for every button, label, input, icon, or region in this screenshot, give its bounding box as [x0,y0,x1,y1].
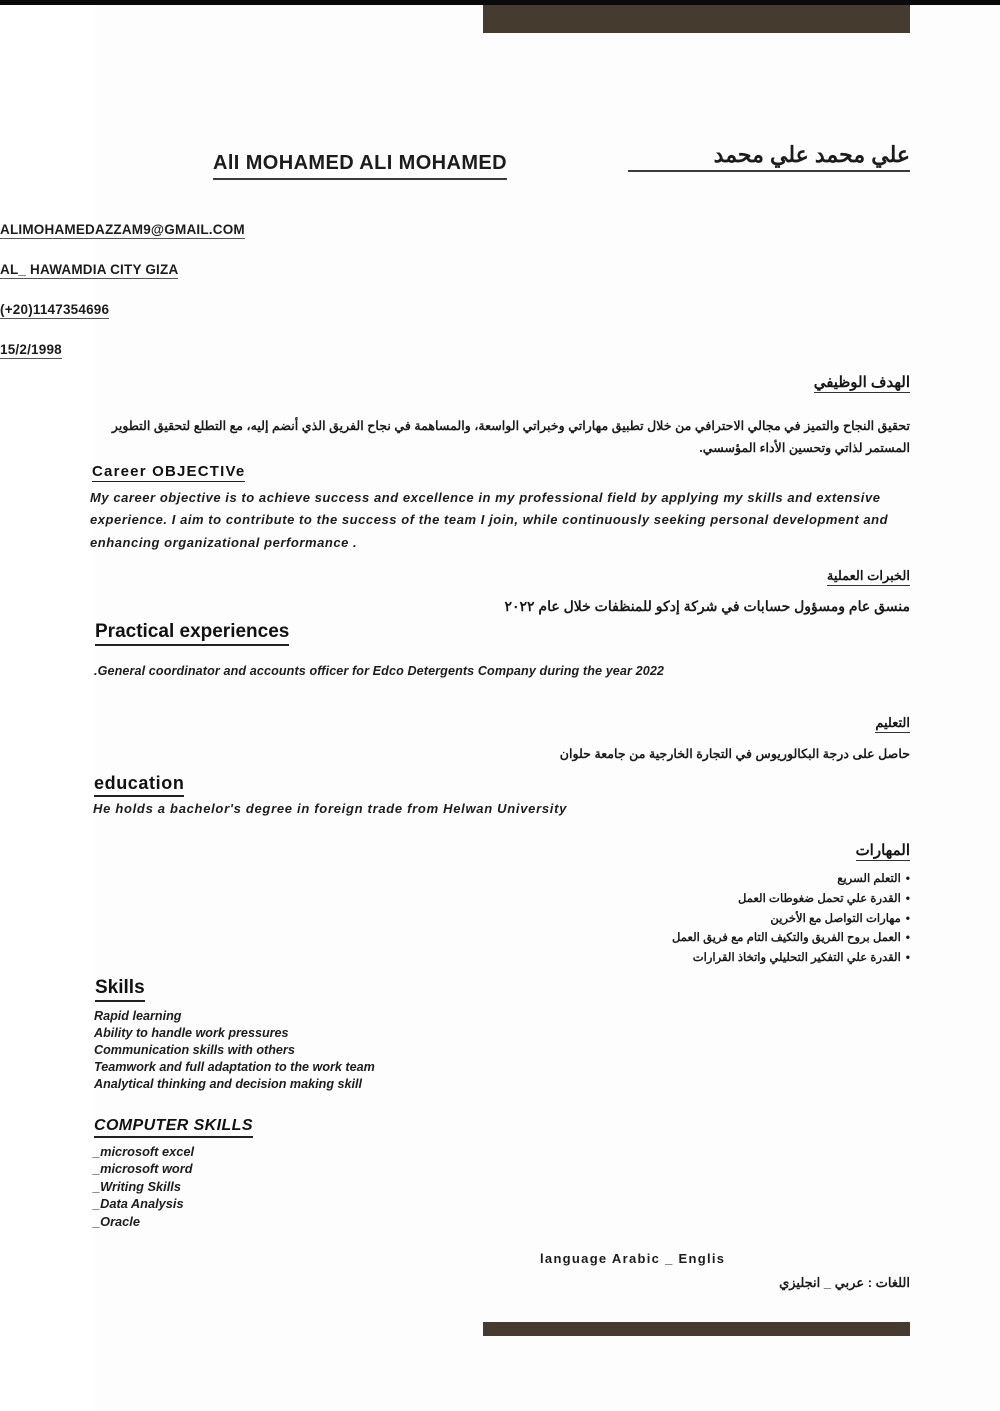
education-heading-english-wrap [94,773,184,797]
list-item: Communication skills with others [94,1042,295,1057]
contact-block-email [0,221,245,239]
objective-heading-english-wrap [92,463,245,482]
computer-skills-list [93,1143,194,1230]
top-accent-bar [483,5,910,33]
list-item: _Oracle [93,1213,140,1229]
list-item: Ability to handle work pressures [94,1025,289,1040]
skills-heading-arabic: المهارات [855,842,910,859]
experience-heading-english-wrap [95,621,289,646]
list-item: Teamwork and full adaptation to the work team [94,1059,375,1074]
date-of-birth-text: 15/2/1998 [0,342,62,357]
list-item: _Writing Skills [93,1178,181,1194]
list-item: • مهارات التواصل مع الأخرين [480,909,910,929]
skills-list-english [94,1008,375,1092]
list-item: • القدرة علي تحمل ضغوطات العمل [480,889,910,909]
objective-heading-arabic: الهدف الوظيفي [813,374,910,391]
objective-heading-arabic-wrap [0,373,910,393]
objective-text-arabic: تحقيق النجاح والتميز في مجالي الاحترافي من خلال تطبيق مهاراتي وخبراتي الواسعة، والمساهمة في نجاح الفريق الذي أنضم إليه، مع التطلع لتحقيق التطوير المستمر لذاتي وتحسين الأداء المؤسسي. [111,419,910,456]
skills-heading-english-wrap [95,977,145,1002]
contact-block-dob [0,341,62,359]
contact-block-address [0,261,178,279]
computer-skills-heading-wrap [94,1117,253,1138]
education-heading-english: education [94,773,184,797]
languages-line-english: language Arabic _ Englis [540,1251,726,1266]
list-item: _microsoft excel [93,1144,195,1159]
list-item: • القدرة علي التفكير التحليلي واتخاذ القرارات [480,948,910,968]
contact-block-phone [0,301,109,319]
bottom-accent-bar [483,1322,910,1336]
address-text: AL_ HAWAMDIA CITY GIZA [0,262,179,277]
experience-heading-arabic-wrap [827,567,910,586]
list-item: • التعلم السريع [480,869,910,889]
experience-heading-arabic: الخبرات العملية [827,568,910,586]
page-content-area [95,0,1000,1411]
list-item: • العمل بروح الفريق والتكيف التام مع فريق العمل [480,928,910,948]
objective-heading-english: Career OBJECTIVe [92,463,246,480]
candidate-name-arabic: علي محمد علي محمد [628,142,910,172]
candidate-name-english: AlI MOHAMED ALI MOHAMED [213,152,507,180]
skills-heading-english: Skills [95,977,145,1002]
education-text-english: He holds a bachelor's degree in foreign trade from Helwan University [93,801,568,816]
education-heading-arabic-wrap [875,714,910,733]
phone-text[interactable]: (+20)1147354696 [0,302,110,317]
experience-text-english: .General coordinator and accounts officer for Edco Detergents Company during the year 2022 [94,664,665,678]
experience-text-arabic: منسق عام ومسؤول حسابات في شركة إدكو للمنظفات خلال عام ٢٠٢٢ [504,598,910,614]
objective-text-english: My career objective is to achieve success and excellence in my professional field by applying my skills and extensive experience. I aim to contribute to the success of the team I join, while continuously seeking personal development and enhancing organizational performance . [90,490,889,550]
education-text-arabic: حاصل على درجة البكالوريوس في التجارة الخارجية من جامعة حلوان [559,747,910,761]
education-heading-arabic: التعليم [875,715,910,733]
list-item: _Data Analysis [93,1196,184,1212]
email-text[interactable]: ALIMOHAMEDAZZAM9@GMAIL.COM [0,222,245,237]
list-item: Rapid learning [94,1009,182,1023]
skills-heading-arabic-wrap [856,841,910,861]
computer-skills-heading: COMPUTER SKILLS [94,1117,253,1138]
languages-line-arabic: اللغات : عربي _ انجليزي [779,1275,910,1290]
list-item: Analytical thinking and decision making skill [94,1076,363,1091]
list-item: _microsoft word [93,1161,193,1177]
experience-heading-english: Practical experiences [95,621,289,646]
skills-list-arabic [480,869,910,968]
